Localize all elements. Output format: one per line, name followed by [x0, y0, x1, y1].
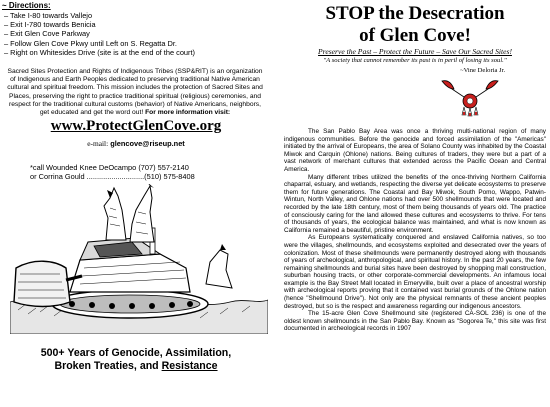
contact-line: or Corrina Gould ............................(510) 575-8408: [30, 172, 195, 182]
direction-step: – Right on Whitesides Drive (site is at the end of the court): [4, 47, 196, 57]
bottom-title: [0, 347, 272, 373]
bottom-title-line2: [0, 360, 272, 373]
direction-step: – Take I-80 towards Vallejo: [4, 11, 93, 20]
email-label: e-mail:: [87, 139, 109, 148]
mission-text: Sacred Sites Protection and Rights of Indigenous Tribes (SSP&RIT) is an organization of Indigenous and Earth Peoples dedicated to preserving traditional Native American cultural and spiritual freedom. This mission includes the protection of Sacred Sites and Places, preserving the right to practice traditional spiritual (religious) ceremonies, and respect for the traditional cultural customs (behavior) of Native Americans, neighbors, get educated and get the word out!: [7, 68, 263, 117]
quote: "A society that cannot remember its past is in peril of losing its soul.": [323, 57, 507, 64]
bottom-title-line1: 500+ Years of Genocide, Assimilation,: [40, 347, 232, 359]
crossed-feathers-emblem-icon: [440, 79, 500, 117]
headline-line2: of Glen Cove!: [359, 25, 471, 46]
direction-step: – Exit I-780 towards Benicia: [4, 20, 96, 30]
more-info-label: For more information visit:: [145, 109, 231, 117]
resistance-word: Resistance: [161, 360, 218, 372]
contact-line: *call Wounded Knee DeOcampo (707) 557-2140: [30, 163, 189, 172]
wolves-and-bulldozer-illustration-icon: [10, 184, 268, 334]
article-paragraph: The San Pablo Bay Area was once a thriving multi-national region of many indigenous communities. Before the genocide and forced assimilation of the "Americas" initiated by the arrival of Europeans, the area of Solano County was inhabited by the Coastal Miwok and Carquin (Ohlone) nations. Being cultures of traders, they were but a part of a vast network of merchant cultures that extended across the Pacific Ocean and Central America.: [284, 128, 546, 173]
directions-list: [4, 11, 272, 57]
article-body: [284, 128, 546, 333]
article-paragraph: As Europeans systematically conquered and enslaved California natives, so too were the villages, shellmounds, and ecosystems exploited and desecrated over the years of colonization. Most of these shellmounds were permanently destroyed along with thousands of years of archeological, anthropological, and spiritual history. In the past 20 years, the few remaining shellmounds and burial sites have been destroyed by shopping mall construction, suburban housing tracts, or other corporate-commercial developments. An infamous local example is the Bay Street Mall located in Emeryville, built over a place of ancestral worship with archeological reports proving that it contained vast burial grounds of the Ohlone nation (hence "Shellmound Drive"). Not only are the physical remnants of these ancient peoples destroyed, but so is the respect and awareness regarding our indigenous ancestors.: [284, 234, 546, 310]
email-address-link[interactable]: glencove@riseup.net: [110, 139, 185, 148]
website-link[interactable]: www.ProtectGlenCove.org: [50, 118, 222, 134]
headline-line1: STOP the Desecration: [325, 3, 505, 24]
article-paragraph: The 15-acre Glen Cove Shellmound site (registered CA-SOL 236) is one of the oldest known shellmounds in the San Pablo Bay. Known as "Sogorea Te," this site was first documented in archeological records in 1907: [284, 310, 546, 333]
headline: [280, 3, 550, 47]
right-column: [280, 0, 550, 407]
direction-step: – Exit Glen Cove Parkway: [4, 29, 90, 39]
left-column: [0, 0, 272, 407]
quote-attribution: ~Vine Deloria Jr.: [460, 67, 506, 74]
direction-step: – Follow Glen Cove Pkwy until Left on S. Regatta Dr.: [4, 38, 177, 48]
contact-list: [30, 163, 266, 181]
slogan: Preserve the Past – Protect the Future – Save Our Sacred Sites!: [318, 47, 512, 56]
directions-title: ~ Directions:: [2, 1, 51, 10]
bottom-title-prefix: Broken Treaties, and: [54, 360, 162, 372]
mission-statement: [4, 68, 266, 117]
article-paragraph: Many different tribes utilized the benefits of the once-thriving Northern California chaparral, estuary, and wetlands, respecting the diverse yet delicate ecosystems to preserve them for future generations. The Coastal and Bay Miwok, South Pomo, Wappo, Patwin-Wintun, North Valley, and Ohlone nations had over 500 shellmounds that were located and recorded by the late 18th century, most of them being thousands of years old. The practice of consciously caring for the land allowed these cultures and ecosystems to thrive. For tens of thousands of years, the ecological balance was maintained, and what is now known as California remained a beautiful, pristine environment.: [284, 173, 546, 234]
email-line: [0, 139, 272, 148]
